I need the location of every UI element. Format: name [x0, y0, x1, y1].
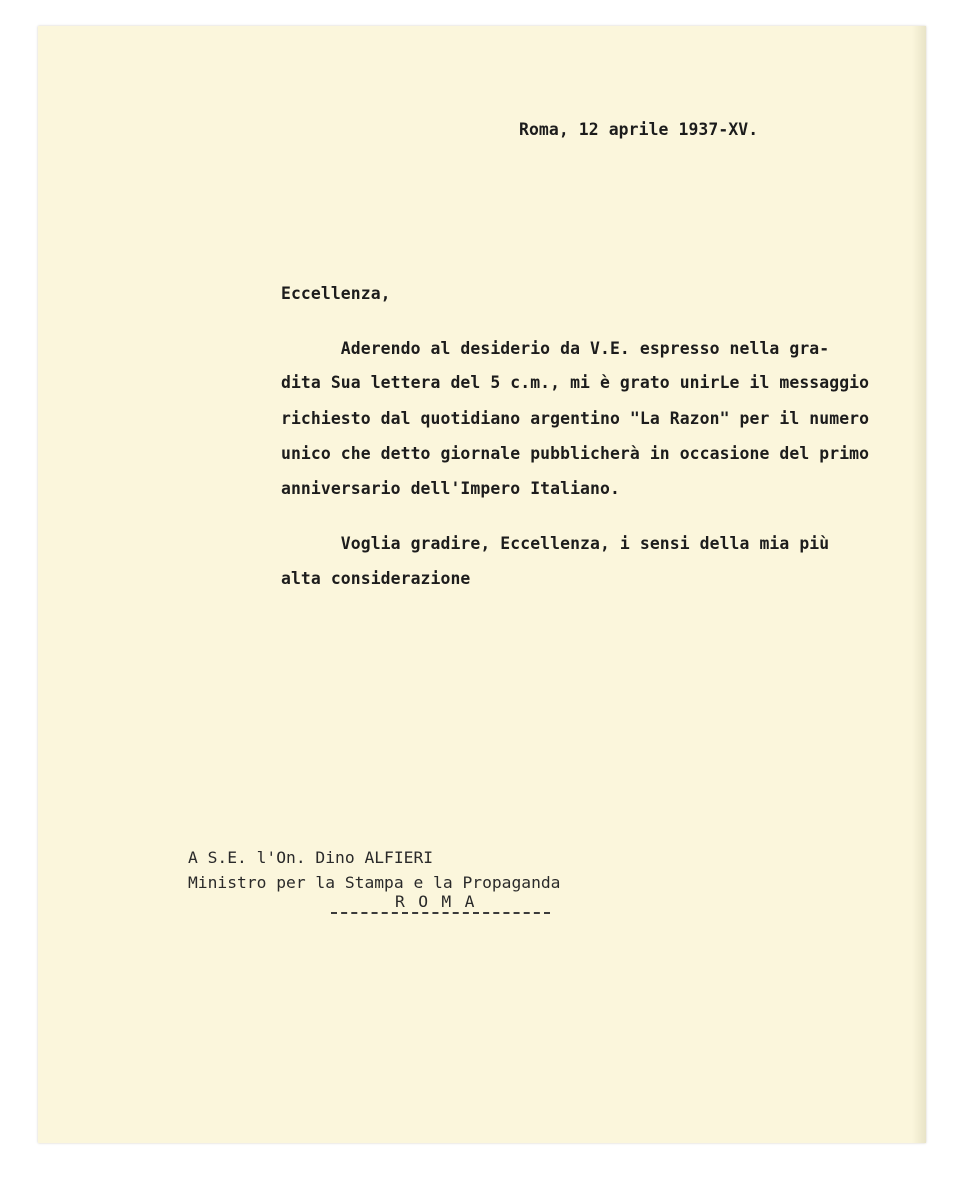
body-line: richiesto dal quotidiano argentino "La Razon" per il numero — [281, 409, 870, 428]
letter-page — [38, 26, 926, 1143]
salutation: Eccellenza, — [281, 284, 391, 303]
body-line: dita Sua lettera del 5 c.m., mi è grato unirLe il messaggio — [281, 373, 870, 392]
body-line: anniversario dell'Impero Italiano. — [281, 479, 620, 498]
body-line: unico che detto giornale pubblicherà in occasione del primo — [281, 444, 870, 463]
body-line: Voglia gradire, Eccellenza, i sensi della mia più — [281, 534, 830, 553]
recipient-city: R O M A — [395, 892, 477, 911]
letter-date: Roma, 12 aprile 1937-XV. — [519, 120, 759, 139]
body-line: alta considerazione — [281, 569, 471, 588]
recipient-name: A S.E. l'On. Dino ALFIERI — [188, 848, 434, 867]
city-underline — [331, 912, 550, 914]
recipient-title: Ministro per la Stampa e la Propaganda — [188, 873, 561, 892]
body-line: Aderendo al desiderio da V.E. espresso nella gra- — [281, 339, 830, 358]
